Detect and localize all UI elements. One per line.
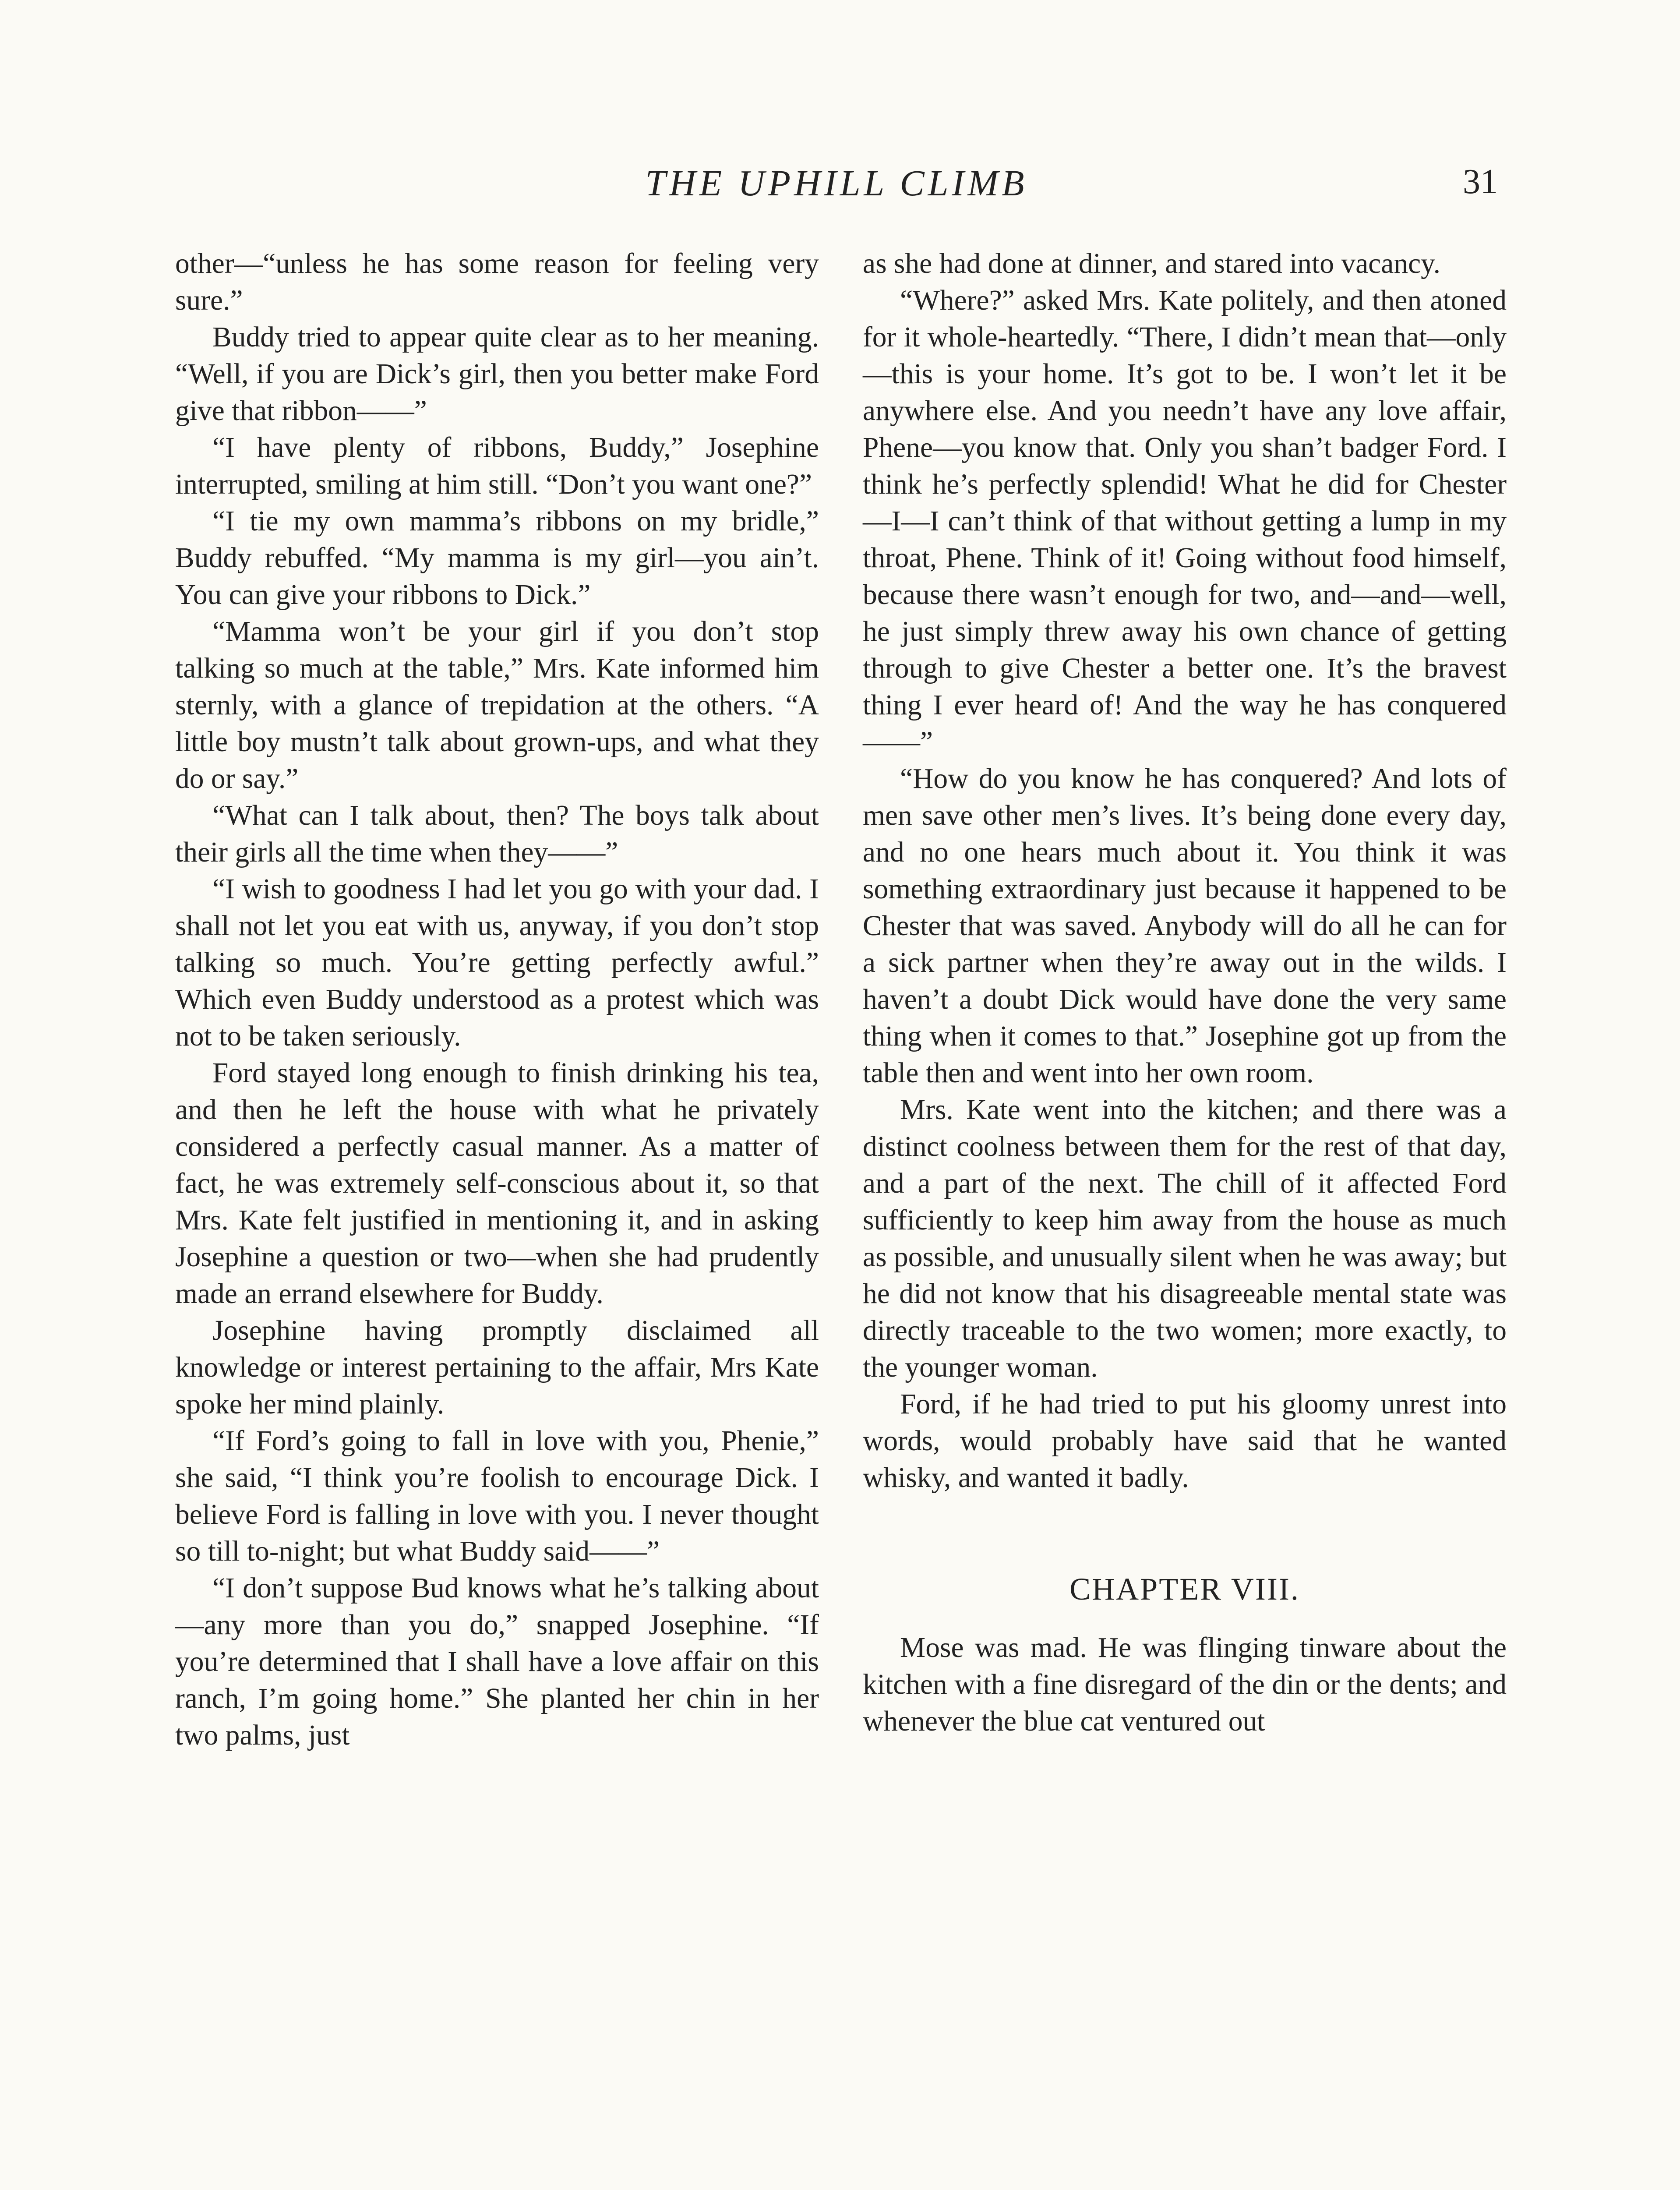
paragraph: “Mamma won’t be your girl if you don’t stop talking so much at the table,” Mrs. Kate informed him sternly, with a glance of trepidation at the others. “A little boy mustn’t talk about grown-ups, and what they do or say.”: [175, 616, 819, 795]
paragraph: Mrs. Kate went into the kitchen; and there was a distinct coolness between them for the rest of that day, and a part of the next. The chill of it affected Ford sufficiently to keep him away from the house as much as possible, and unusually silent when he was away; but he did not know that his disagreeable mental state was directly traceable to the two women; more exactly, to the younger woman.: [863, 1094, 1507, 1383]
paragraph: other—“unless he has some reason for feeling very sure.”: [175, 248, 819, 316]
paragraph: Ford, if he had tried to put his gloomy unrest into words, would probably have said that he wanted whisky, and wanted it badly.: [863, 1388, 1507, 1494]
right-column-paragraphs: [863, 245, 1507, 1496]
paragraph: “How do you know he has conquered? And lots of men save other men’s lives. It’s being done every day, and no one hears much about it. You think it was something extraordinary just because it happened to be Chester that was saved. Anybody will do all he can for a sick partner when they’re away out in the wilds. I haven’t a doubt Dick would have done the very same thing when it comes to that.” Josephine got up from the table then and went into her own room.: [863, 763, 1507, 1089]
chapter-heading: CHAPTER VIII.: [1069, 1572, 1300, 1607]
paragraph: as she had done at dinner, and stared into vacancy.: [863, 248, 1441, 279]
page-header: [175, 162, 1498, 223]
chapter-paragraphs: [863, 1629, 1507, 1740]
paragraph: Ford stayed long enough to finish drinking his tea, and then he left the house with what he privately considered a perfectly casual manner. As a matter of fact, he was extremely self-conscious about it, so that Mrs. Kate felt justified in mentioning it, and in asking Josephine a question or two—when she had prudently made an errand elsewhere for Buddy.: [175, 1057, 819, 1310]
paragraph: “I don’t suppose Bud knows what he’s talking about—any more than you do,” snapped Josephine. “If you’re determined that I shall have a love affair on this ranch, I’m going home.” She planted her chin in her two palms, just: [175, 1572, 819, 1751]
paragraph: “If Ford’s going to fall in love with you, Phenie,” she said, “I think you’re foolish to encourage Dick. I believe Ford is falling in love with you. I never thought so till to-night; but what Buddy said——”: [175, 1425, 819, 1567]
left-column: [175, 245, 819, 1754]
paragraph: “What can I talk about, then? The boys talk about their girls all the time when they——”: [175, 800, 819, 868]
page-number: 31: [1463, 162, 1498, 201]
paragraph: “Where?” asked Mrs. Kate politely, and then atoned for it whole-heartedly. “There, I didn’t mean that—only—this is your home. It’s got to be. I won’t let it be anywhere else. And you needn’t have any love affair, Phene—you know that. Only you shan’t badger Ford. I think he’s perfectly splendid! What he did for Chester—I—I can’t think of that without getting a lump in my throat, Phene. Think of it! Going without food himself, because there wasn’t enough for two, and—and—well, he just simply threw away his own chance of getting through to give Chester a better one. It’s the bravest thing I ever heard of! And the way he has conquered——”: [863, 285, 1507, 758]
paragraph: Josephine having promptly disclaimed all knowledge or interest pertaining to the affair, Mrs Kate spoke her mind plainly.: [175, 1315, 819, 1420]
paragraph: Buddy tried to appear quite clear as to her meaning. “Well, if you are Dick’s girl, then you better make Ford give that ribbon——”: [175, 321, 819, 427]
paragraph: “I have plenty of ribbons, Buddy,” Josephine interrupted, smiling at him still. “Don’t you want one?”: [175, 432, 819, 500]
paragraph: Mose was mad. He was flinging tinware about the kitchen with a fine disregard of the din or the dents; and whenever the blue cat ventured out: [863, 1632, 1507, 1737]
right-column: [863, 245, 1507, 1740]
paragraph: “I wish to goodness I had let you go with your dad. I shall not let you eat with us, anyway, if you don’t stop talking so much. You’re getting perfectly awful.” Which even Buddy understood as a protest which was not to be taken seriously.: [175, 873, 819, 1052]
running-title: THE UPHILL CLIMB: [645, 163, 1028, 204]
paragraph: “I tie my own mamma’s ribbons on my bridle,” Buddy rebuffed. “My mamma is my girl—you ain’t. You can give your ribbons to Dick.”: [175, 505, 819, 611]
